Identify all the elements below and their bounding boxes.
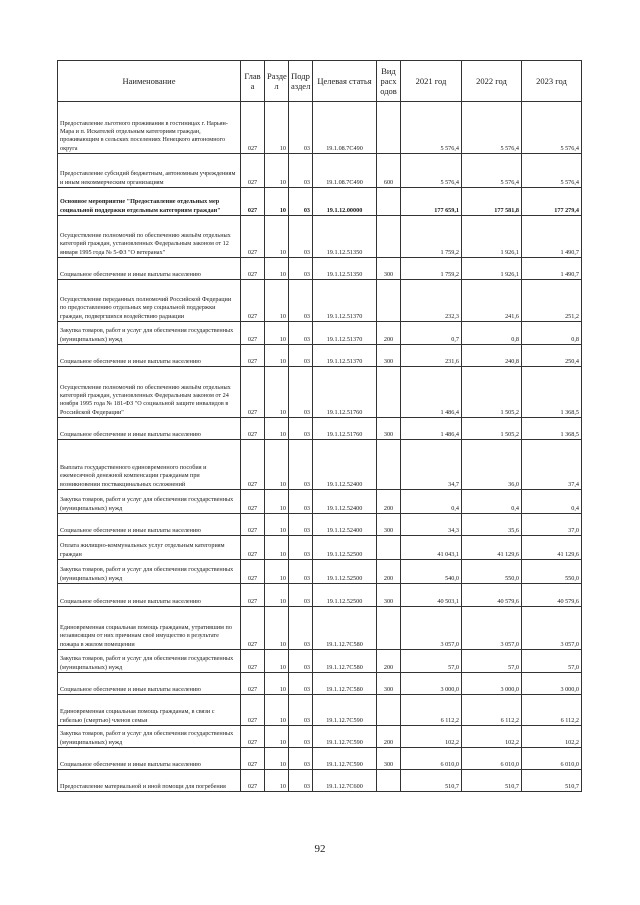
- row-vid: 200: [377, 650, 401, 673]
- row-glava: 027: [241, 650, 265, 673]
- row-name: Единовременная социальная помощь гражданам, в связи с гибелью (смертью) членов семьи: [58, 695, 241, 726]
- row-vid: 300: [377, 514, 401, 536]
- row-2023: 41 129,6: [522, 536, 582, 560]
- table-row: [58, 770, 582, 792]
- row-2022: 241,6: [462, 280, 522, 322]
- row-2021: 57,0: [401, 650, 462, 673]
- row-2022: 40 579,6: [462, 584, 522, 607]
- row-glava: 027: [241, 345, 265, 367]
- table-row: [58, 673, 582, 695]
- row-glava: 027: [241, 188, 265, 216]
- row-razdel: 10: [265, 536, 289, 560]
- row-vid: [377, 188, 401, 216]
- row-name: Социальное обеспечение и иные выплаты населению: [58, 258, 241, 280]
- row-2022: 35,6: [462, 514, 522, 536]
- row-2022: 57,0: [462, 650, 522, 673]
- row-2023: 40 579,6: [522, 584, 582, 607]
- row-2023: 177 279,4: [522, 188, 582, 216]
- table-row: [58, 695, 582, 726]
- row-name: Социальное обеспечение и иные выплаты населению: [58, 673, 241, 695]
- row-2022: 6 010,0: [462, 748, 522, 770]
- row-razdel: 10: [265, 367, 289, 418]
- header-2021: 2021 год: [401, 61, 462, 102]
- row-razdel: 10: [265, 102, 289, 154]
- row-2023: 510,7: [522, 770, 582, 792]
- row-2023: 6 010,0: [522, 748, 582, 770]
- row-podrazdel: 03: [289, 322, 313, 345]
- row-2023: 250,4: [522, 345, 582, 367]
- row-name: Социальное обеспечение и иные выплаты населению: [58, 345, 241, 367]
- row-2023: 3 057,0: [522, 607, 582, 650]
- row-podrazdel: 03: [289, 536, 313, 560]
- row-razdel: 10: [265, 216, 289, 258]
- table-header-row: [58, 61, 582, 102]
- row-name: Социальное обеспечение и иные выплаты населению: [58, 514, 241, 536]
- row-glava: 027: [241, 440, 265, 490]
- row-2023: 1 368,5: [522, 418, 582, 440]
- row-2023: 57,0: [522, 650, 582, 673]
- row-2021: 231,6: [401, 345, 462, 367]
- row-glava: 027: [241, 607, 265, 650]
- row-podrazdel: 03: [289, 367, 313, 418]
- row-statya: 19.1.12.00000: [313, 188, 377, 216]
- table-row: [58, 188, 582, 216]
- row-statya: 19.1.12.52400: [313, 490, 377, 514]
- row-vid: 600: [377, 154, 401, 188]
- row-statya: 19.1.12.7С580: [313, 607, 377, 650]
- row-2022: 550,0: [462, 560, 522, 584]
- table-row: [58, 536, 582, 560]
- row-razdel: 10: [265, 770, 289, 792]
- row-vid: 200: [377, 490, 401, 514]
- row-2021: 41 043,1: [401, 536, 462, 560]
- row-2022: 1 926,1: [462, 216, 522, 258]
- table-row: [58, 345, 582, 367]
- row-glava: 027: [241, 490, 265, 514]
- row-razdel: 10: [265, 650, 289, 673]
- row-vid: [377, 216, 401, 258]
- row-razdel: 10: [265, 560, 289, 584]
- row-razdel: 10: [265, 695, 289, 726]
- row-2023: 251,2: [522, 280, 582, 322]
- table-body: [58, 102, 582, 792]
- table-row: [58, 216, 582, 258]
- row-2023: 5 576,4: [522, 102, 582, 154]
- row-2021: 34,3: [401, 514, 462, 536]
- row-name: Осуществление полномочий по обеспечению жильём отдельных категорий граждан, установленных Федеральным законом от 12 января 1995 года № 5-ФЗ "О ветеранах": [58, 216, 241, 258]
- table-row: [58, 514, 582, 536]
- row-2022: 3 057,0: [462, 607, 522, 650]
- header-2023: 2023 год: [522, 61, 582, 102]
- row-razdel: 10: [265, 726, 289, 748]
- row-vid: 200: [377, 560, 401, 584]
- row-podrazdel: 03: [289, 584, 313, 607]
- row-razdel: 10: [265, 258, 289, 280]
- row-2022: 102,2: [462, 726, 522, 748]
- row-2022: 3 000,0: [462, 673, 522, 695]
- row-name: Основное мероприятие "Предоставление отдельных мер социальной поддержки отдельным категориям граждан": [58, 188, 241, 216]
- row-name: Закупка товаров, работ и услуг для обеспечения государственных (муниципальных) нужд: [58, 650, 241, 673]
- row-glava: 027: [241, 584, 265, 607]
- row-statya: 19.1.12.52500: [313, 560, 377, 584]
- budget-table: [57, 60, 582, 792]
- row-glava: 027: [241, 154, 265, 188]
- row-podrazdel: 03: [289, 560, 313, 584]
- row-statya: 19.1.12.7С590: [313, 726, 377, 748]
- row-glava: 027: [241, 673, 265, 695]
- row-2022: 36,0: [462, 440, 522, 490]
- row-statya: 19.1.12.7С580: [313, 673, 377, 695]
- row-2021: 0,7: [401, 322, 462, 345]
- header-podrazdel: Подр аздел: [289, 61, 313, 102]
- row-2021: 34,7: [401, 440, 462, 490]
- table-row: [58, 607, 582, 650]
- row-vid: [377, 440, 401, 490]
- row-razdel: 10: [265, 607, 289, 650]
- row-name: Закупка товаров, работ и услуг для обеспечения государственных (муниципальных) нужд: [58, 560, 241, 584]
- row-2021: 1 486,4: [401, 418, 462, 440]
- row-vid: [377, 280, 401, 322]
- page-number: 92: [314, 843, 326, 855]
- row-2022: 177 581,8: [462, 188, 522, 216]
- row-name: Оплата жилищно-коммунальных услуг отдельным категориям граждан: [58, 536, 241, 560]
- row-2021: 1 759,2: [401, 216, 462, 258]
- table-row: [58, 280, 582, 322]
- row-glava: 027: [241, 418, 265, 440]
- header-name: Наименование: [58, 61, 241, 102]
- row-2023: 37,0: [522, 514, 582, 536]
- row-2021: 1 759,2: [401, 258, 462, 280]
- row-podrazdel: 03: [289, 673, 313, 695]
- row-glava: 027: [241, 560, 265, 584]
- row-statya: 19.1.12.51370: [313, 345, 377, 367]
- row-statya: 19.1.12.7С590: [313, 748, 377, 770]
- row-name: Закупка товаров, работ и услуг для обеспечения государственных (муниципальных) нужд: [58, 322, 241, 345]
- row-razdel: 10: [265, 154, 289, 188]
- header-vid: Вид расх одов: [377, 61, 401, 102]
- row-2021: 102,2: [401, 726, 462, 748]
- row-name: Осуществление переданных полномочий Российской Федерации по предоставлению отдельных мер социальной поддержки граждан, подвергшихся воздействию радиации: [58, 280, 241, 322]
- row-2022: 5 576,4: [462, 154, 522, 188]
- row-2021: 3 057,0: [401, 607, 462, 650]
- row-statya: 19.1.12.52400: [313, 440, 377, 490]
- row-podrazdel: 03: [289, 726, 313, 748]
- row-statya: 19.1.12.51760: [313, 367, 377, 418]
- row-2023: 3 000,0: [522, 673, 582, 695]
- table-row: [58, 560, 582, 584]
- row-podrazdel: 03: [289, 440, 313, 490]
- row-2023: 1 490,7: [522, 216, 582, 258]
- row-2023: 550,0: [522, 560, 582, 584]
- table-row: [58, 258, 582, 280]
- row-podrazdel: 03: [289, 188, 313, 216]
- row-2022: 5 576,4: [462, 102, 522, 154]
- row-glava: 027: [241, 514, 265, 536]
- row-2023: 0,4: [522, 490, 582, 514]
- row-podrazdel: 03: [289, 418, 313, 440]
- row-glava: 027: [241, 102, 265, 154]
- row-2021: 5 576,4: [401, 154, 462, 188]
- row-razdel: 10: [265, 748, 289, 770]
- table-row: [58, 490, 582, 514]
- row-2021: 0,4: [401, 490, 462, 514]
- row-vid: [377, 695, 401, 726]
- row-podrazdel: 03: [289, 345, 313, 367]
- row-statya: 19.1.12.7С590: [313, 695, 377, 726]
- row-vid: 300: [377, 258, 401, 280]
- header-statya: Целевая статья: [313, 61, 377, 102]
- row-2023: 5 576,4: [522, 154, 582, 188]
- row-podrazdel: 03: [289, 514, 313, 536]
- header-glava: Глав а: [241, 61, 265, 102]
- row-razdel: 10: [265, 584, 289, 607]
- row-podrazdel: 03: [289, 607, 313, 650]
- row-glava: 027: [241, 695, 265, 726]
- row-2023: 6 112,2: [522, 695, 582, 726]
- row-podrazdel: 03: [289, 280, 313, 322]
- row-podrazdel: 03: [289, 695, 313, 726]
- row-2023: 102,2: [522, 726, 582, 748]
- row-2022: 240,8: [462, 345, 522, 367]
- row-razdel: 10: [265, 673, 289, 695]
- row-2021: 6 112,2: [401, 695, 462, 726]
- row-2022: 0,4: [462, 490, 522, 514]
- row-glava: 027: [241, 536, 265, 560]
- table-row: [58, 102, 582, 154]
- table-row: [58, 748, 582, 770]
- row-statya: 19.1.08.7С490: [313, 154, 377, 188]
- row-statya: 19.1.12.51350: [313, 258, 377, 280]
- row-2022: 1 926,1: [462, 258, 522, 280]
- row-2022: 6 112,2: [462, 695, 522, 726]
- row-vid: 300: [377, 345, 401, 367]
- header-2022: 2022 год: [462, 61, 522, 102]
- row-vid: [377, 607, 401, 650]
- row-statya: 19.1.12.52500: [313, 584, 377, 607]
- row-vid: [377, 367, 401, 418]
- row-2021: 6 010,0: [401, 748, 462, 770]
- row-statya: 19.1.12.51350: [313, 216, 377, 258]
- row-2022: 0,8: [462, 322, 522, 345]
- row-2022: 1 505,2: [462, 367, 522, 418]
- row-2022: 1 505,2: [462, 418, 522, 440]
- row-name: Предоставление субсидий бюджетным, автономным учреждениям и иным некоммерческим организациям: [58, 154, 241, 188]
- row-podrazdel: 03: [289, 770, 313, 792]
- row-2021: 540,0: [401, 560, 462, 584]
- row-glava: 027: [241, 748, 265, 770]
- row-2023: 0,8: [522, 322, 582, 345]
- row-vid: [377, 770, 401, 792]
- row-razdel: 10: [265, 188, 289, 216]
- row-vid: [377, 536, 401, 560]
- row-2021: 40 503,1: [401, 584, 462, 607]
- row-name: Социальное обеспечение и иные выплаты населению: [58, 748, 241, 770]
- row-podrazdel: 03: [289, 748, 313, 770]
- row-podrazdel: 03: [289, 650, 313, 673]
- row-razdel: 10: [265, 514, 289, 536]
- row-vid: 200: [377, 322, 401, 345]
- row-name: Выплата государственного единовременного пособия и ежемесячной денежной компенсации гражданам при возникновении поствакцинальных осложнений: [58, 440, 241, 490]
- table-row: [58, 367, 582, 418]
- row-razdel: 10: [265, 490, 289, 514]
- row-vid: 300: [377, 418, 401, 440]
- row-name: Предоставление материальной и иной помощи для погребения: [58, 770, 241, 792]
- row-name: Осуществление полномочий по обеспечению жильём отдельных категорий граждан, установленных Федеральным законом от 24 ноября 1995 года № 181-ФЗ "О социальной защите инвалидов в Российской Федерации": [58, 367, 241, 418]
- row-2021: 1 486,4: [401, 367, 462, 418]
- row-name: Закупка товаров, работ и услуг для обеспечения государственных (муниципальных) нужд: [58, 490, 241, 514]
- row-statya: 19.1.12.52400: [313, 514, 377, 536]
- row-name: Социальное обеспечение и иные выплаты населению: [58, 418, 241, 440]
- row-name: Предоставление льготного проживания в гостиницах г. Нарьян-Мара и п. Искателей отдельным категориям граждан, проживающим в сельских поселениях Ненецкого автономного округа: [58, 102, 241, 154]
- row-2021: 3 000,0: [401, 673, 462, 695]
- row-2021: 5 576,4: [401, 102, 462, 154]
- row-statya: 19.1.12.52500: [313, 536, 377, 560]
- row-2023: 1 368,5: [522, 367, 582, 418]
- row-statya: 19.1.12.51760: [313, 418, 377, 440]
- row-podrazdel: 03: [289, 102, 313, 154]
- row-vid: 300: [377, 673, 401, 695]
- row-name: Единовременная социальная помощь гражданам, утратившим по независящим от них причинам своё имущество в результате пожара в жилом помещении: [58, 607, 241, 650]
- row-glava: 027: [241, 216, 265, 258]
- row-2021: 177 659,1: [401, 188, 462, 216]
- row-statya: 19.1.12.7С600: [313, 770, 377, 792]
- table-row: [58, 418, 582, 440]
- row-2021: 232,3: [401, 280, 462, 322]
- row-razdel: 10: [265, 418, 289, 440]
- row-glava: 027: [241, 280, 265, 322]
- row-podrazdel: 03: [289, 154, 313, 188]
- row-vid: 300: [377, 748, 401, 770]
- table-row: [58, 726, 582, 748]
- row-2023: 1 490,7: [522, 258, 582, 280]
- row-glava: 027: [241, 367, 265, 418]
- row-statya: 19.1.12.7С580: [313, 650, 377, 673]
- row-glava: 027: [241, 322, 265, 345]
- row-razdel: 10: [265, 440, 289, 490]
- row-statya: 19.1.08.7С490: [313, 102, 377, 154]
- row-podrazdel: 03: [289, 490, 313, 514]
- table-row: [58, 154, 582, 188]
- row-name: Закупка товаров, работ и услуг для обеспечения государственных (муниципальных) нужд: [58, 726, 241, 748]
- row-vid: 300: [377, 584, 401, 607]
- row-podrazdel: 03: [289, 258, 313, 280]
- row-2022: 41 129,6: [462, 536, 522, 560]
- table-row: [58, 650, 582, 673]
- row-glava: 027: [241, 770, 265, 792]
- table-row: [58, 440, 582, 490]
- row-name: Социальное обеспечение и иные выплаты населению: [58, 584, 241, 607]
- row-vid: [377, 102, 401, 154]
- row-statya: 19.1.12.51370: [313, 280, 377, 322]
- row-2022: 510,7: [462, 770, 522, 792]
- table-row: [58, 322, 582, 345]
- row-razdel: 10: [265, 280, 289, 322]
- row-vid: 200: [377, 726, 401, 748]
- row-glava: 027: [241, 726, 265, 748]
- row-2023: 37,4: [522, 440, 582, 490]
- header-razdel: Разде л: [265, 61, 289, 102]
- row-glava: 027: [241, 258, 265, 280]
- row-razdel: 10: [265, 322, 289, 345]
- row-2021: 510,7: [401, 770, 462, 792]
- row-podrazdel: 03: [289, 216, 313, 258]
- row-statya: 19.1.12.51370: [313, 322, 377, 345]
- table-row: [58, 584, 582, 607]
- row-razdel: 10: [265, 345, 289, 367]
